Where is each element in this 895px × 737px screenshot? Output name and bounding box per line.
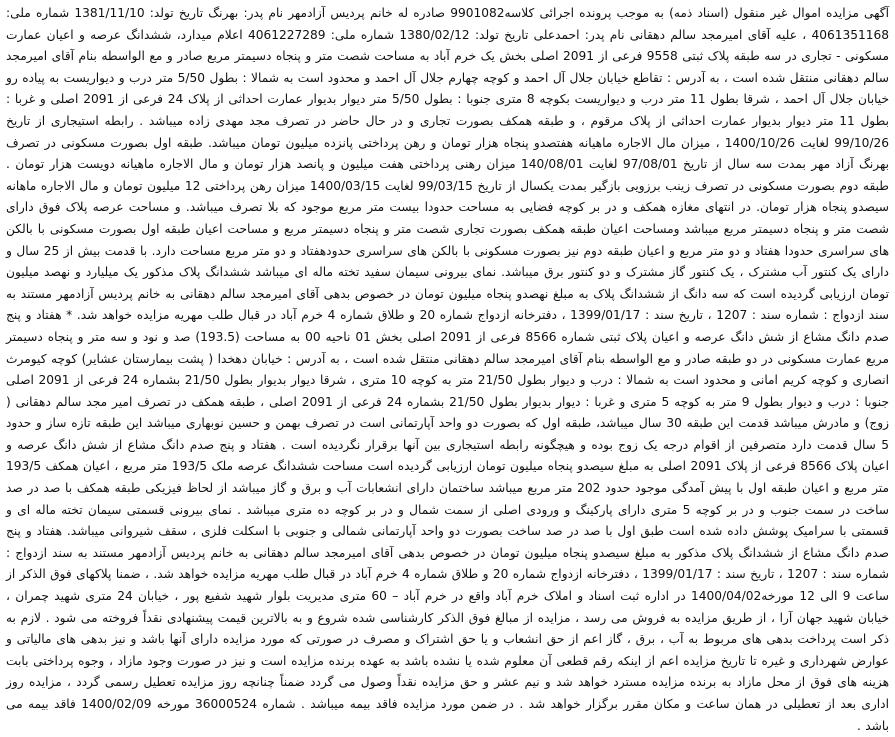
- auction-notice-body: آگهی مزایده اموال غیر منقول (اسناد ذمه) به موجب پرونده اجرائی کلاسه9901082 صادره له خانم پردیس آزادمهر نام پدر: بهرنگ تاریخ تولد: 1381/11/10 شماره ملی: 4061351168 ، علیه آقای امیرمجد سالم دهقانی نام پدر: احمدعلی تاریخ تولد: 1380/02/12 شماره ملی: 4061227289 اعلام میدارد، ششدانگ عرصه و اعیان عمارت مسکونی - تجاری در سه طبقه پلاک ثبتی 9558 فرعی از 2091 اصلی بخش یک خرم آباد به مساحت شصت متر و پنجاه دسیمتر مربع صادر و مع الواسطه بنام آقای امیرمجد سالم دهقانی منتقل شده است ، به آدرس : تقاطع خیابان جلال آل احمد و کوچه چهارم جلال آل احمد و محدود است به شمالا : بطول 5/50 متر درب و دیواریست به پیاده رو خیابان جلال آل احمد ، شرقا بطول 11 متر درب و دیواریست بکوچه 8 متری جنوبا : بطول 5/50 متر دیوار بدیوار عمارت احداثی از پلاک 24 فرعی از 2091 اصلی و غربا : بطول 11 متر دیوار بدیوار عمارت احداثی از پلاک مرقوم ، و طبقه همکف بصورت تجاری و در حال حاضر در تصرف مجد مهدی زاده میباشد . رابطه استیجاری از تاریخ 99/10/26 لغایت 1400/10/26 ، میزان مال الاجاره ماهیانه هفتصدو پنجاه هزار تومان و رهن پرداختی پانزده میلیون تومان میباشد. طبقه اول بصورت مسکونی در تصرف بهرنگ آزاد مهر بمدت سه سال از تاریخ 97/08/01 لغایت 140/08/01 میزان رهنی پرداختی هفت میلیون و پانصد هزار تومان و مال الاجاره ماهیانه دویست هزار تومان . طبقه دوم بصورت مسکونی در تصرف زینب برزویی بازگیر بمدت یکسال از تاریخ 99/03/15 لغایت 1400/03/15 میزان رهن پرداختی 12 میلیون تومان و مال الاجاره ماهانه سیصدو پنجاه هزار تومان. در انتهای مغازه همکف و در بر کوچه فضایی به مساحت حدودا بیست متر مربع موجود که بلا تصرف میباشد. و مساحت عرصه پلاک فوق دارای شصت متر و پنجاه دسیمتر مربع میباشد ومساحت اعیان طبقه همکف بصورت تجاری شصت متر و پنجاه دسیمتر مربع و مساحت اعیان طبقه اول بصورت مسکونی با بالکن های سراسری حدودا هفتاد و دو متر مربع و اعیان طبقه دوم نیز بصورت مسکونی با بالکن های سراسری حدودهفتاد و دو متر مربع مساحت دارد. با قدمت بیش از 25 سال و دارای یک کنتور آب مشترک ، یک کنتور گاز مشترک و دو کنتور برق میباشد. نمای بیرونی سیمان سفید تخته ماله ای میباشد ششدانگ پلاک مذکور یک میلیارد و نهصد میلیون تومان ارزیابی گردیده است که سه دانگ از ششدانگ پلاک به مبلغ نهصدو پنجاه میلیون تومان در خصوص بدهی آقای امیرمجد سالم دهقانی به خانم پردیس آزادمهر مستند به سند ازدواج : شماره سند : 1207 ، تاریخ سند : 1399/01/17 ، دفترخانه ازدواج شماره 20 و طلاق شماره 4 خرم آباد در قبال طلب مهریه مزایده خواهد شد. * هفتاد و پنج صدم دانگ مشاع از شش دانگ عرصه و اعیان پلاک ثبتی شماره 8566 فرعی از 2091 اصلی بخش 01 ناحیه 00 به مساحت (193.5) صد و نود و سه متر و پنجاه دسیمتر مربع عمارت مسکونی در دو طبقه صادر و مع الواسطه بنام آقای امیرمجد سالم دهقانی منتقل شده است ، به آدرس : خیابان دهخدا ( پشت بیمارستان عشایر) کوچه کیومرث انصاری و کوچه کریم امانی و محدود است به شمالا : درب و دیوار بطول 21/50 متر به کوچه 10 متری ، شرقا دیوار بدیوار بطول 21/50 بشماره 24 فرعی از 2091 اصلی جنوبا : درب و دیوار بطول 9 متر به کوچه 5 متری و غربا : دیوار بدیوار بطول 21/50 بشماره 24 فرعی از 2091 اصلی ، طبقه همکف در تصرف امیر مجد سالم دهقانی ( زوج) و مادرش میباشد قدمت این طبقه 30 سال میباشد، طبقه اول که بصورت دو واحد آپارتمانی است در تصرف بهمن و حسین نوبهاری میباشد این طبقه تازه ساز و حدود 5 سال قدمت دارد متصرفین از اقوام درجه یک زوج بوده و هیچگونه رابطه استیجاری بین آنها برقرار نگردیده است . هفتاد و پنج صدم دانگ مشاع از شش دانگ عرصه و اعیان پلاک 8566 فرعی از پلاک 2091 اصلی به مبلغ سیصدو پنجاه میلیون تومان ارزیابی گردیده است مساحت ششدانگ عرصه ملک 193/5 متر مربع ، اعیان همکف 193/5 متر مربع و اعیان طبقه اول با پیش آمدگی موجود حدود 202 متر مربع میباشد ساختمان دارای انشعابات آب و برق و گاز میباشد از لحاظ فیزیکی طبقه همکف با صد در صد ساخت در سمت جنوب و در بر کوچه 5 متری دارای پارکینگ و ورودی اصلی از سمت شمال و در بر کوچه ده متری میباشد . نمای بیرونی قسمتی سیمان تخته ماله ای و قسمتی با سرامیک پوشش داده شده است طبق اول با صد در صد ساخت بصورت دو واحد آپارتمانی شمالی و جنوبی با اسکلت فلزی ، سقف شیروانی میباشد. هفتاد و پنج صدم دانگ مشاع از ششدانگ پلاک مذکور به مبلغ سیصدو پنجاه میلیون تومان در خصوص بدهی آقای امیرمجد سالم دهقانی به خانم پردیس آزادمهر مستند به سند ازدواج : شماره سند : 1207 ، تاریخ سند : 1399/01/17 ، دفترخانه ازدواج شماره 20 و طلاق شماره 4 خرم آباد در قبال طلب مهریه مزایده خواهد شد. ، ضمنا پلاکهای فوق الذکر از ساعت 9 الی 12 مورخه1400/04/02 در اداره ثبت اسناد و املاک خرم آباد واقع در خرم آباد – 60 متری مدیریت بلوار شهید شفیع پور ، خیابان 24 متری شهید چمران ، خیابان شهید جهان آرا ، از طریق مزایده به فروش می رسد ، مزایده از مبالغ فوق الذکر کارشناسی شده شروع و به بالاترین قیمت پیشنهادی نقداً فروخته می شود . لازم به ذکر است پرداخت بدهی های مربوط به آب ، برق ، گاز اعم از حق انشعاب و یا حق اشتراک و مصرف در صورتی که مورد مزایده دارای آنها باشد و نیز بدهی های مالیاتی و عوارض شهرداری و غیره تا تاریخ مزایده اعم از اینکه رقم قطعی آن معلوم شده یا نشده باشد به عهده برنده مزایده است و نیز در صورت وجود مازاد ، وجوه پرداختی بابت هزینه های فوق از محل مازاد به برنده مزایده مسترد خواهد شد و نیم عشر و حق مزایده نقداً وصول می گردد ضمناً چنانچه روز مزایده تعطیل رسمی گردد ، مزایده روز اداری بعد از تعطیلی در همان ساعت و مکان مقرر برگزار خواهد شد . در ضمن مورد مزایده فاقد بیمه میباشد . شماره 36000524 مورخه 1400/02/09 فاقد بیمه می باشد .: [6, 6, 890, 733]
